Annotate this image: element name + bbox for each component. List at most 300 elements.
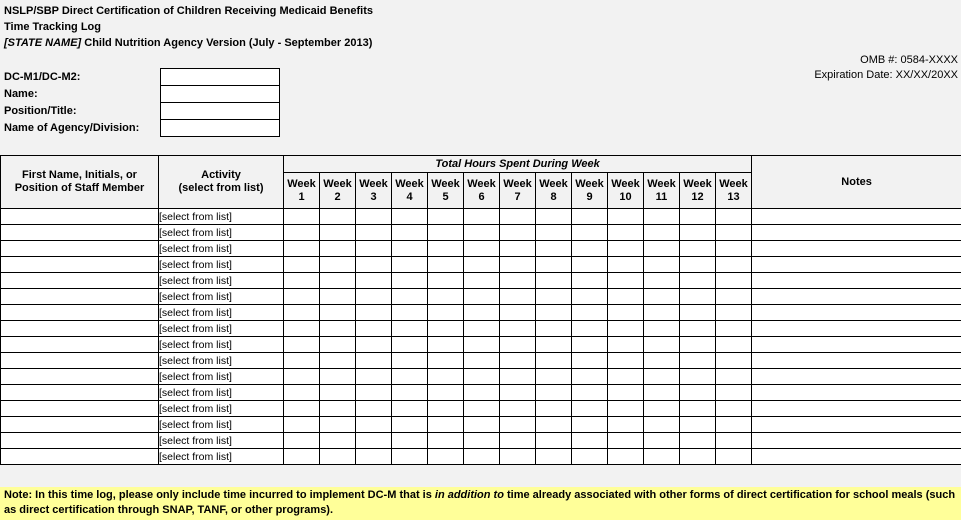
staff-name-cell[interactable] — [1, 225, 159, 241]
hours-cell-week-5[interactable] — [428, 417, 464, 433]
hours-cell-week-9[interactable] — [572, 321, 608, 337]
hours-cell-week-12[interactable] — [680, 209, 716, 225]
hours-cell-week-1[interactable] — [284, 337, 320, 353]
hours-cell-week-9[interactable] — [572, 449, 608, 465]
hours-cell-week-11[interactable] — [644, 273, 680, 289]
hours-cell-week-13[interactable] — [716, 369, 752, 385]
hours-cell-week-7[interactable] — [500, 273, 536, 289]
hours-cell-week-9[interactable] — [572, 401, 608, 417]
activity-select-cell[interactable]: [select from list] — [159, 321, 284, 337]
hours-cell-week-13[interactable] — [716, 273, 752, 289]
notes-cell[interactable] — [752, 337, 961, 353]
hours-cell-week-8[interactable] — [536, 241, 572, 257]
activity-select-cell[interactable]: [select from list] — [159, 337, 284, 353]
hours-cell-week-11[interactable] — [644, 209, 680, 225]
hours-cell-week-3[interactable] — [356, 385, 392, 401]
hours-cell-week-12[interactable] — [680, 241, 716, 257]
hours-cell-week-10[interactable] — [608, 369, 644, 385]
hours-cell-week-11[interactable] — [644, 417, 680, 433]
hours-cell-week-3[interactable] — [356, 209, 392, 225]
staff-name-cell[interactable] — [1, 257, 159, 273]
form-field-input[interactable] — [160, 119, 280, 137]
notes-cell[interactable] — [752, 369, 961, 385]
hours-cell-week-1[interactable] — [284, 225, 320, 241]
hours-cell-week-11[interactable] — [644, 353, 680, 369]
hours-cell-week-10[interactable] — [608, 449, 644, 465]
hours-cell-week-1[interactable] — [284, 273, 320, 289]
document-titles — [0, 0, 961, 51]
staff-name-cell[interactable] — [1, 337, 159, 353]
hours-cell-week-12[interactable] — [680, 449, 716, 465]
form-field-input[interactable] — [160, 85, 280, 103]
hours-cell-week-9[interactable] — [572, 433, 608, 449]
hours-cell-week-3[interactable] — [356, 369, 392, 385]
hours-cell-week-3[interactable] — [356, 417, 392, 433]
notes-cell[interactable] — [752, 257, 961, 273]
log-table-row — [1, 417, 961, 433]
hours-cell-week-4[interactable] — [392, 305, 428, 321]
hours-cell-week-5[interactable] — [428, 401, 464, 417]
hours-cell-week-10[interactable] — [608, 305, 644, 321]
hours-cell-week-12[interactable] — [680, 433, 716, 449]
hours-cell-week-2[interactable] — [320, 385, 356, 401]
hours-cell-week-8[interactable] — [536, 369, 572, 385]
form-field-label: Name: — [4, 88, 38, 100]
hours-cell-week-6[interactable] — [464, 273, 500, 289]
hours-cell-week-6[interactable] — [464, 321, 500, 337]
hours-cell-week-8[interactable] — [536, 433, 572, 449]
hours-cell-week-5[interactable] — [428, 225, 464, 241]
hours-cell-week-4[interactable] — [392, 337, 428, 353]
notes-cell[interactable] — [752, 241, 961, 257]
notes-cell[interactable] — [752, 305, 961, 321]
hours-cell-week-4[interactable] — [392, 289, 428, 305]
hours-cell-week-6[interactable] — [464, 417, 500, 433]
form-field-label: Position/Title: — [4, 105, 77, 117]
activity-select-cell[interactable]: [select from list] — [159, 401, 284, 417]
hours-cell-week-10[interactable] — [608, 321, 644, 337]
log-table-row — [1, 209, 961, 225]
hours-cell-week-13[interactable] — [716, 257, 752, 273]
hours-cell-week-5[interactable] — [428, 321, 464, 337]
week-column-header-9: Week 9 — [572, 173, 608, 209]
hours-cell-week-11[interactable] — [644, 433, 680, 449]
week-column-header-13: Week 13 — [716, 173, 752, 209]
staff-name-cell[interactable] — [1, 241, 159, 257]
hours-cell-week-7[interactable] — [500, 305, 536, 321]
hours-cell-week-8[interactable] — [536, 353, 572, 369]
hours-cell-week-1[interactable] — [284, 401, 320, 417]
hours-cell-week-7[interactable] — [500, 241, 536, 257]
hours-cell-week-10[interactable] — [608, 257, 644, 273]
hours-cell-week-13[interactable] — [716, 337, 752, 353]
hours-cell-week-9[interactable] — [572, 353, 608, 369]
hours-cell-week-5[interactable] — [428, 385, 464, 401]
hours-cell-week-11[interactable] — [644, 305, 680, 321]
staff-name-cell[interactable] — [1, 449, 159, 465]
hours-cell-week-4[interactable] — [392, 321, 428, 337]
hours-cell-week-9[interactable] — [572, 209, 608, 225]
hours-cell-week-4[interactable] — [392, 353, 428, 369]
hours-cell-week-3[interactable] — [356, 353, 392, 369]
hours-cell-week-9[interactable] — [572, 273, 608, 289]
hours-cell-week-7[interactable] — [500, 225, 536, 241]
staff-name-cell[interactable] — [1, 305, 159, 321]
hours-cell-week-13[interactable] — [716, 401, 752, 417]
activity-select-cell[interactable]: [select from list] — [159, 289, 284, 305]
staff-name-cell[interactable] — [1, 353, 159, 369]
activity-select-cell[interactable]: [select from list] — [159, 369, 284, 385]
notes-cell[interactable] — [752, 225, 961, 241]
hours-cell-week-13[interactable] — [716, 385, 752, 401]
hours-cell-week-8[interactable] — [536, 401, 572, 417]
hours-cell-week-7[interactable] — [500, 337, 536, 353]
hours-cell-week-4[interactable] — [392, 225, 428, 241]
hours-cell-week-4[interactable] — [392, 401, 428, 417]
notes-cell[interactable] — [752, 449, 961, 465]
note-italic-phrase: in addition to — [434, 489, 504, 501]
activity-select-cell[interactable]: [select from list] — [159, 449, 284, 465]
hours-cell-week-10[interactable] — [608, 337, 644, 353]
document-title: NSLP/SBP Direct Certification of Children Receiving Medicaid Benefits — [4, 5, 373, 17]
hours-cell-week-7[interactable] — [500, 289, 536, 305]
staff-name-cell[interactable] — [1, 417, 159, 433]
hours-cell-week-11[interactable] — [644, 369, 680, 385]
hours-cell-week-12[interactable] — [680, 369, 716, 385]
hours-cell-week-5[interactable] — [428, 257, 464, 273]
hours-cell-week-9[interactable] — [572, 337, 608, 353]
notes-cell[interactable] — [752, 353, 961, 369]
form-field-row — [4, 68, 280, 86]
hours-cell-week-3[interactable] — [356, 337, 392, 353]
notes-cell[interactable] — [752, 289, 961, 305]
hours-cell-week-6[interactable] — [464, 401, 500, 417]
activity-select-cell[interactable]: [select from list] — [159, 241, 284, 257]
log-table-row — [1, 353, 961, 369]
hours-cell-week-4[interactable] — [392, 417, 428, 433]
hours-cell-week-4[interactable] — [392, 449, 428, 465]
hours-cell-week-12[interactable] — [680, 273, 716, 289]
staff-name-cell[interactable] — [1, 321, 159, 337]
hours-cell-week-8[interactable] — [536, 257, 572, 273]
hours-cell-week-10[interactable] — [608, 209, 644, 225]
hours-cell-week-12[interactable] — [680, 353, 716, 369]
activity-select-cell[interactable]: [select from list] — [159, 417, 284, 433]
hours-cell-week-12[interactable] — [680, 257, 716, 273]
staff-name-cell[interactable] — [1, 385, 159, 401]
hours-cell-week-10[interactable] — [608, 289, 644, 305]
hours-cell-week-5[interactable] — [428, 209, 464, 225]
hours-cell-week-7[interactable] — [500, 369, 536, 385]
hours-cell-week-2[interactable] — [320, 433, 356, 449]
staff-name-cell[interactable] — [1, 401, 159, 417]
hours-cell-week-11[interactable] — [644, 337, 680, 353]
activity-select-cell[interactable]: [select from list] — [159, 273, 284, 289]
activity-select-cell[interactable]: [select from list] — [159, 385, 284, 401]
activity-select-cell[interactable]: [select from list] — [159, 209, 284, 225]
hours-cell-week-2[interactable] — [320, 369, 356, 385]
hours-cell-week-3[interactable] — [356, 241, 392, 257]
hours-cell-week-12[interactable] — [680, 321, 716, 337]
hours-cell-week-4[interactable] — [392, 433, 428, 449]
hours-cell-week-5[interactable] — [428, 273, 464, 289]
hours-cell-week-8[interactable] — [536, 449, 572, 465]
form-field-input[interactable] — [160, 68, 280, 86]
hours-cell-week-2[interactable] — [320, 241, 356, 257]
log-table-row — [1, 257, 961, 273]
hours-cell-week-11[interactable] — [644, 241, 680, 257]
hours-cell-week-12[interactable] — [680, 305, 716, 321]
hours-cell-week-13[interactable] — [716, 225, 752, 241]
staff-name-cell[interactable] — [1, 433, 159, 449]
hours-cell-week-1[interactable] — [284, 241, 320, 257]
hours-cell-week-2[interactable] — [320, 257, 356, 273]
hours-cell-week-12[interactable] — [680, 385, 716, 401]
footer-note — [0, 487, 961, 520]
hours-cell-week-11[interactable] — [644, 257, 680, 273]
log-table-row — [1, 305, 961, 321]
staff-name-cell[interactable] — [1, 273, 159, 289]
hours-cell-week-4[interactable] — [392, 385, 428, 401]
hours-cell-week-9[interactable] — [572, 417, 608, 433]
hours-cell-week-12[interactable] — [680, 401, 716, 417]
hours-cell-week-6[interactable] — [464, 337, 500, 353]
notes-cell[interactable] — [752, 401, 961, 417]
hours-cell-week-13[interactable] — [716, 241, 752, 257]
hours-cell-week-5[interactable] — [428, 433, 464, 449]
hours-cell-week-6[interactable] — [464, 385, 500, 401]
hours-cell-week-1[interactable] — [284, 385, 320, 401]
week-column-header-7: Week 7 — [500, 173, 536, 209]
hours-cell-week-4[interactable] — [392, 369, 428, 385]
hours-cell-week-12[interactable] — [680, 337, 716, 353]
activity-select-cell[interactable]: [select from list] — [159, 257, 284, 273]
staff-name-cell[interactable] — [1, 369, 159, 385]
hours-cell-week-2[interactable] — [320, 305, 356, 321]
hours-cell-week-8[interactable] — [536, 337, 572, 353]
hours-cell-week-5[interactable] — [428, 289, 464, 305]
hours-cell-week-5[interactable] — [428, 369, 464, 385]
hours-cell-week-8[interactable] — [536, 417, 572, 433]
notes-cell[interactable] — [752, 417, 961, 433]
hours-cell-week-10[interactable] — [608, 385, 644, 401]
hours-cell-week-1[interactable] — [284, 369, 320, 385]
hours-cell-week-5[interactable] — [428, 353, 464, 369]
hours-cell-week-10[interactable] — [608, 401, 644, 417]
activity-select-cell[interactable]: [select from list] — [159, 225, 284, 241]
log-table-body — [1, 209, 961, 465]
hours-cell-week-5[interactable] — [428, 337, 464, 353]
activity-header-line2: (select from list) — [178, 182, 264, 194]
hours-cell-week-3[interactable] — [356, 257, 392, 273]
hours-cell-week-13[interactable] — [716, 433, 752, 449]
hours-cell-week-13[interactable] — [716, 417, 752, 433]
hours-cell-week-9[interactable] — [572, 225, 608, 241]
version-text: Child Nutrition Agency Version (July - September 2013) — [81, 37, 373, 49]
hours-cell-week-13[interactable] — [716, 449, 752, 465]
hours-cell-week-3[interactable] — [356, 433, 392, 449]
hours-cell-week-11[interactable] — [644, 321, 680, 337]
hours-cell-week-11[interactable] — [644, 385, 680, 401]
week-column-header-6: Week 6 — [464, 173, 500, 209]
hours-cell-week-1[interactable] — [284, 449, 320, 465]
hours-cell-week-10[interactable] — [608, 225, 644, 241]
log-table-row — [1, 225, 961, 241]
hours-cell-week-13[interactable] — [716, 305, 752, 321]
hours-cell-week-8[interactable] — [536, 321, 572, 337]
hours-cell-week-3[interactable] — [356, 273, 392, 289]
hours-cell-week-3[interactable] — [356, 401, 392, 417]
hours-cell-week-6[interactable] — [464, 257, 500, 273]
hours-cell-week-2[interactable] — [320, 209, 356, 225]
hours-cell-week-4[interactable] — [392, 257, 428, 273]
hours-cell-week-5[interactable] — [428, 449, 464, 465]
hours-cell-week-10[interactable] — [608, 417, 644, 433]
log-table-row — [1, 321, 961, 337]
hours-cell-week-2[interactable] — [320, 337, 356, 353]
hours-cell-week-8[interactable] — [536, 305, 572, 321]
week-column-header-1: Week 1 — [284, 173, 320, 209]
hours-cell-week-10[interactable] — [608, 241, 644, 257]
log-table-row — [1, 337, 961, 353]
hours-cell-week-11[interactable] — [644, 225, 680, 241]
hours-cell-week-2[interactable] — [320, 449, 356, 465]
hours-cell-week-7[interactable] — [500, 257, 536, 273]
week-column-header-4: Week 4 — [392, 173, 428, 209]
notes-cell[interactable] — [752, 209, 961, 225]
staff-name-cell[interactable] — [1, 209, 159, 225]
hours-cell-week-7[interactable] — [500, 385, 536, 401]
hours-cell-week-13[interactable] — [716, 209, 752, 225]
hours-cell-week-10[interactable] — [608, 273, 644, 289]
hours-cell-week-6[interactable] — [464, 449, 500, 465]
hours-cell-week-3[interactable] — [356, 289, 392, 305]
hours-cell-week-4[interactable] — [392, 209, 428, 225]
log-table-row — [1, 273, 961, 289]
hours-cell-week-5[interactable] — [428, 305, 464, 321]
hours-cell-week-6[interactable] — [464, 225, 500, 241]
hours-cell-week-11[interactable] — [644, 449, 680, 465]
hours-cell-week-3[interactable] — [356, 449, 392, 465]
hours-cell-week-7[interactable] — [500, 209, 536, 225]
form-field-label: DC-M1/DC-M2: — [4, 71, 81, 83]
form-fields — [4, 68, 280, 137]
activity-header-line1: Activity — [201, 169, 241, 181]
hours-cell-week-9[interactable] — [572, 305, 608, 321]
hours-cell-week-6[interactable] — [464, 305, 500, 321]
hours-cell-week-1[interactable] — [284, 289, 320, 305]
hours-cell-week-3[interactable] — [356, 321, 392, 337]
hours-cell-week-2[interactable] — [320, 289, 356, 305]
hours-cell-week-6[interactable] — [464, 369, 500, 385]
hours-cell-week-13[interactable] — [716, 321, 752, 337]
staff-column-header: First Name, Initials, or Position of Staff Member — [1, 156, 159, 209]
hours-cell-week-1[interactable] — [284, 353, 320, 369]
hours-cell-week-13[interactable] — [716, 353, 752, 369]
hours-cell-week-10[interactable] — [608, 353, 644, 369]
hours-cell-week-1[interactable] — [284, 209, 320, 225]
log-table-row — [1, 401, 961, 417]
activity-select-cell[interactable]: [select from list] — [159, 353, 284, 369]
hours-cell-week-7[interactable] — [500, 401, 536, 417]
hours-cell-week-3[interactable] — [356, 305, 392, 321]
expiration-date: Expiration Date: XX/XX/20XX — [814, 69, 958, 81]
week-column-header-3: Week 3 — [356, 173, 392, 209]
hours-cell-week-2[interactable] — [320, 401, 356, 417]
hours-cell-week-12[interactable] — [680, 225, 716, 241]
agency-version-line — [4, 35, 961, 51]
hours-cell-week-8[interactable] — [536, 209, 572, 225]
hours-cell-week-1[interactable] — [284, 257, 320, 273]
hours-cell-week-1[interactable] — [284, 321, 320, 337]
hours-cell-week-10[interactable] — [608, 433, 644, 449]
notes-cell[interactable] — [752, 273, 961, 289]
hours-cell-week-9[interactable] — [572, 257, 608, 273]
form-field-row — [4, 102, 280, 120]
staff-name-cell[interactable] — [1, 289, 159, 305]
hours-cell-week-8[interactable] — [536, 225, 572, 241]
hours-cell-week-2[interactable] — [320, 273, 356, 289]
hours-cell-week-8[interactable] — [536, 273, 572, 289]
hours-cell-week-5[interactable] — [428, 241, 464, 257]
hours-cell-week-7[interactable] — [500, 353, 536, 369]
week-column-header-8: Week 8 — [536, 173, 572, 209]
hours-cell-week-7[interactable] — [500, 433, 536, 449]
hours-cell-week-12[interactable] — [680, 417, 716, 433]
hours-cell-week-8[interactable] — [536, 289, 572, 305]
hours-cell-week-7[interactable] — [500, 449, 536, 465]
hours-cell-week-12[interactable] — [680, 289, 716, 305]
note-bold-prefix: Note: — [4, 489, 33, 501]
notes-cell[interactable] — [752, 385, 961, 401]
hours-cell-week-8[interactable] — [536, 385, 572, 401]
log-table-row — [1, 369, 961, 385]
hours-cell-week-3[interactable] — [356, 225, 392, 241]
hours-cell-week-6[interactable] — [464, 241, 500, 257]
hours-cell-week-4[interactable] — [392, 241, 428, 257]
hours-cell-week-2[interactable] — [320, 225, 356, 241]
hours-cell-week-13[interactable] — [716, 289, 752, 305]
notes-cell[interactable] — [752, 321, 961, 337]
hours-cell-week-6[interactable] — [464, 289, 500, 305]
hours-cell-week-2[interactable] — [320, 417, 356, 433]
hours-cell-week-6[interactable] — [464, 209, 500, 225]
hours-cell-week-6[interactable] — [464, 353, 500, 369]
hours-cell-week-7[interactable] — [500, 417, 536, 433]
hours-cell-week-4[interactable] — [392, 273, 428, 289]
form-field-label: Name of Agency/Division: — [4, 122, 140, 134]
hours-cell-week-1[interactable] — [284, 433, 320, 449]
hours-cell-week-2[interactable] — [320, 353, 356, 369]
form-field-input[interactable] — [160, 102, 280, 120]
hours-cell-week-9[interactable] — [572, 241, 608, 257]
hours-cell-week-1[interactable] — [284, 417, 320, 433]
hours-cell-week-7[interactable] — [500, 321, 536, 337]
hours-cell-week-9[interactable] — [572, 289, 608, 305]
notes-cell[interactable] — [752, 433, 961, 449]
activity-select-cell[interactable]: [select from list] — [159, 305, 284, 321]
activity-select-cell[interactable]: [select from list] — [159, 433, 284, 449]
activity-column-header — [159, 156, 284, 209]
hours-cell-week-6[interactable] — [464, 433, 500, 449]
hours-cell-week-11[interactable] — [644, 401, 680, 417]
form-field-row — [4, 85, 280, 103]
hours-cell-week-11[interactable] — [644, 289, 680, 305]
hours-cell-week-1[interactable] — [284, 305, 320, 321]
hours-cell-week-9[interactable] — [572, 369, 608, 385]
hours-cell-week-2[interactable] — [320, 321, 356, 337]
hours-cell-week-9[interactable] — [572, 385, 608, 401]
